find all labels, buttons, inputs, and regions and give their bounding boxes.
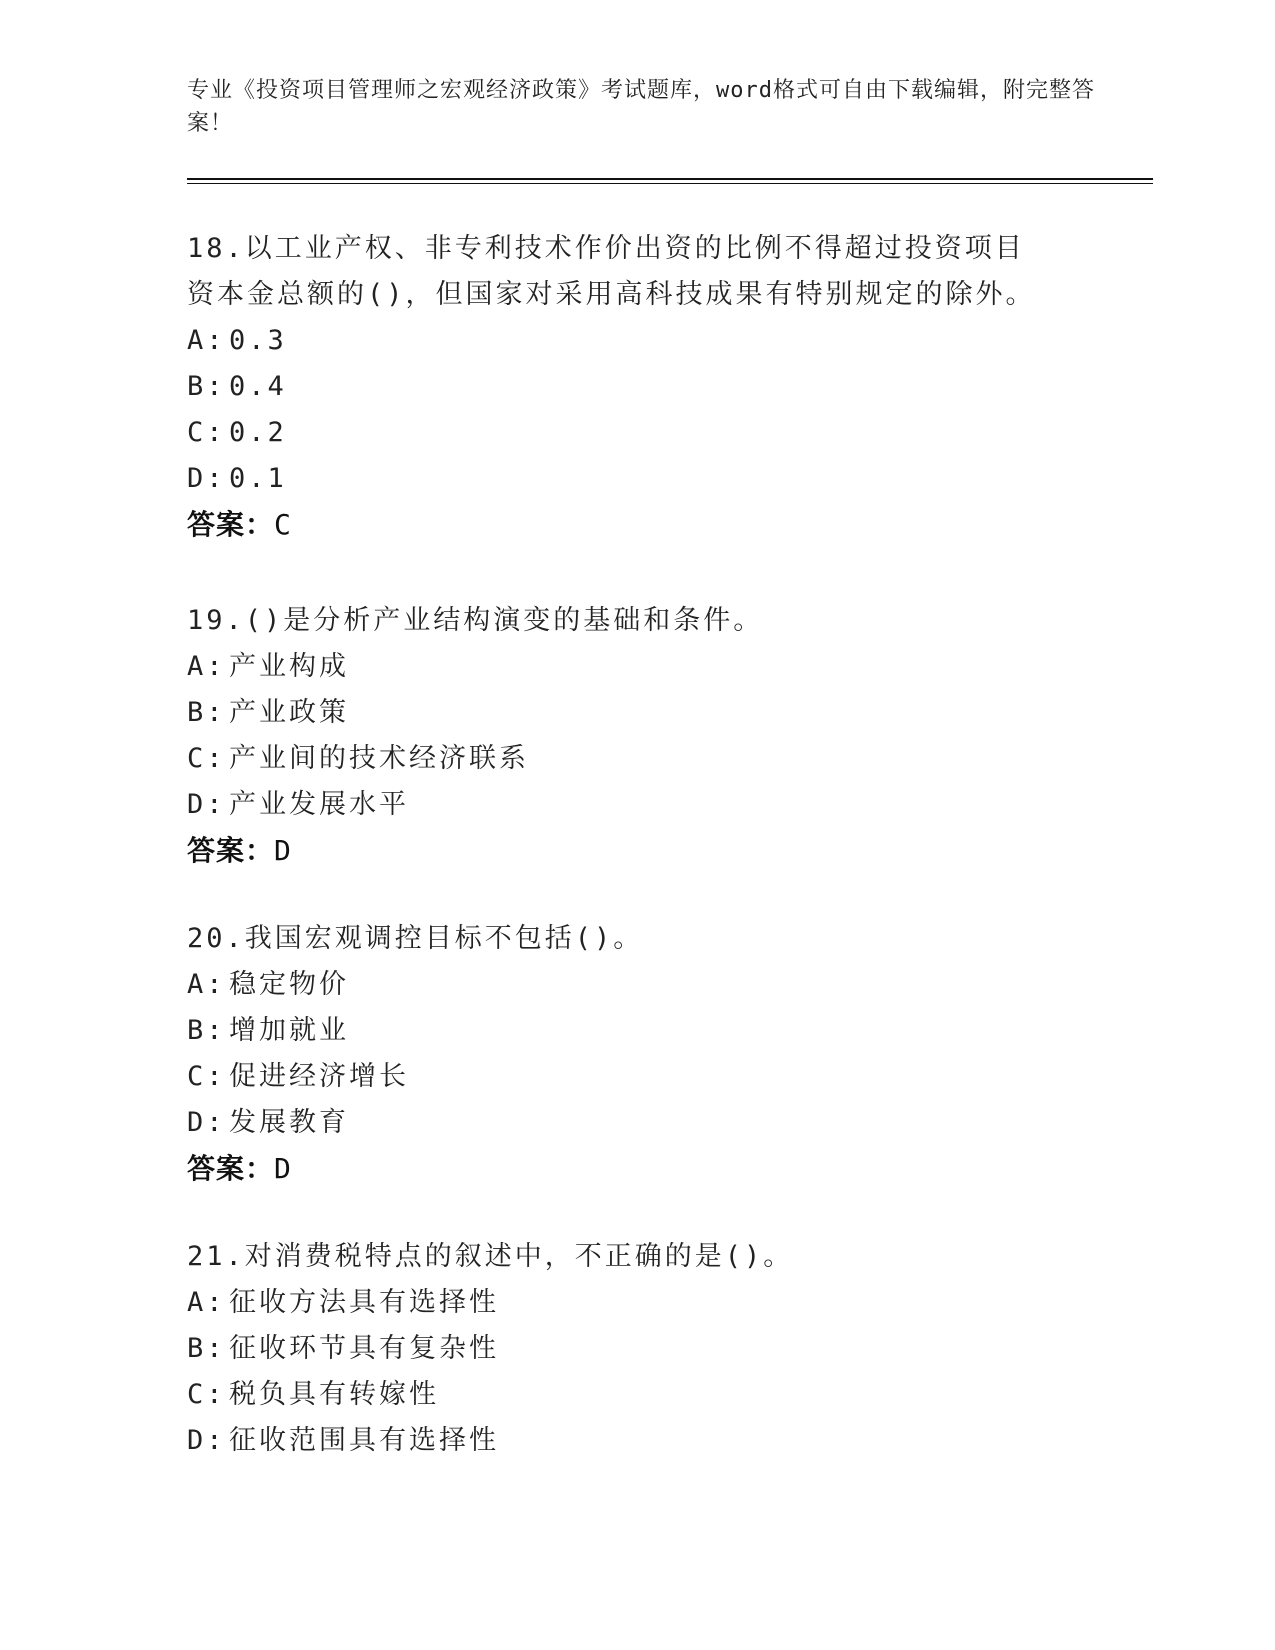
option-b (187, 690, 1087, 736)
option-key: D: (187, 1425, 226, 1456)
option-key: A: (187, 969, 226, 1000)
option-key: A: (187, 325, 226, 356)
option-text: 征收范围具有选择性 (229, 1425, 499, 1456)
option-key: C: (187, 1061, 226, 1092)
option-d (187, 1418, 1087, 1464)
option-b (187, 1008, 1087, 1054)
option-text: 0.4 (229, 371, 287, 402)
option-key: B: (187, 1015, 226, 1046)
answer-value: D (274, 1152, 292, 1185)
option-key: C: (187, 743, 226, 774)
option-text: 0.2 (229, 417, 287, 448)
option-key: B: (187, 1333, 226, 1364)
answer-label: 答案： (187, 1152, 275, 1185)
answer-line (187, 1146, 1087, 1192)
option-text: 稳定物价 (229, 969, 349, 1000)
option-text: 发展教育 (229, 1107, 349, 1138)
option-b (187, 1326, 1087, 1372)
option-key: B: (187, 697, 226, 728)
answer-label: 答案： (187, 508, 275, 541)
option-d (187, 1100, 1087, 1146)
option-a (187, 644, 1087, 690)
option-text: 0.3 (229, 325, 287, 356)
option-a (187, 962, 1087, 1008)
question-stem: 19.()是分析产业结构演变的基础和条件。 (187, 605, 764, 636)
option-key: C: (187, 417, 226, 448)
option-text: 0.1 (229, 463, 287, 494)
question-stem: 20.我国宏观调控目标不包括()。 (187, 923, 644, 954)
option-key: D: (187, 789, 226, 820)
option-c (187, 1054, 1087, 1100)
question-18 (187, 226, 1087, 548)
option-b (187, 364, 1087, 410)
question-stem: 18.以工业产权、非专利技术作价出资的比例不得超过投资项目资本金总额的()，但国家对采用高科技成果有特别规定的除外。 (187, 233, 1036, 310)
option-text: 产业构成 (229, 651, 349, 682)
header-divider-thick (187, 178, 1153, 180)
question-20 (187, 916, 1087, 1192)
option-text: 征收方法具有选择性 (229, 1287, 499, 1318)
header-note: 专业《投资项目管理师之宏观经济政策》考试题库，word格式可自由下载编辑，附完整答案！ (187, 78, 1095, 136)
option-key: D: (187, 463, 226, 494)
option-key: A: (187, 651, 226, 682)
answer-label: 答案： (187, 834, 275, 867)
option-text: 产业政策 (229, 697, 349, 728)
option-d (187, 782, 1087, 828)
option-c (187, 410, 1087, 456)
option-key: C: (187, 1379, 226, 1410)
question-stem: 21.对消费税特点的叙述中，不正确的是()。 (187, 1241, 794, 1272)
option-key: D: (187, 1107, 226, 1138)
option-c (187, 1372, 1087, 1418)
header-divider-thin (187, 183, 1153, 184)
option-a (187, 1280, 1087, 1326)
option-a (187, 318, 1087, 364)
option-d (187, 456, 1087, 502)
option-key: B: (187, 371, 226, 402)
answer-value: D (274, 834, 292, 867)
option-key: A: (187, 1287, 226, 1318)
option-text: 产业发展水平 (229, 789, 409, 820)
answer-line (187, 828, 1087, 874)
option-text: 税负具有转嫁性 (229, 1379, 439, 1410)
option-text: 增加就业 (229, 1015, 349, 1046)
option-text: 征收环节具有复杂性 (229, 1333, 499, 1364)
option-c (187, 736, 1087, 782)
option-text: 促进经济增长 (229, 1061, 409, 1092)
answer-line (187, 502, 1087, 548)
answer-value: C (274, 508, 292, 541)
question-21 (187, 1234, 1087, 1464)
question-19 (187, 598, 1087, 874)
option-text: 产业间的技术经济联系 (229, 743, 529, 774)
